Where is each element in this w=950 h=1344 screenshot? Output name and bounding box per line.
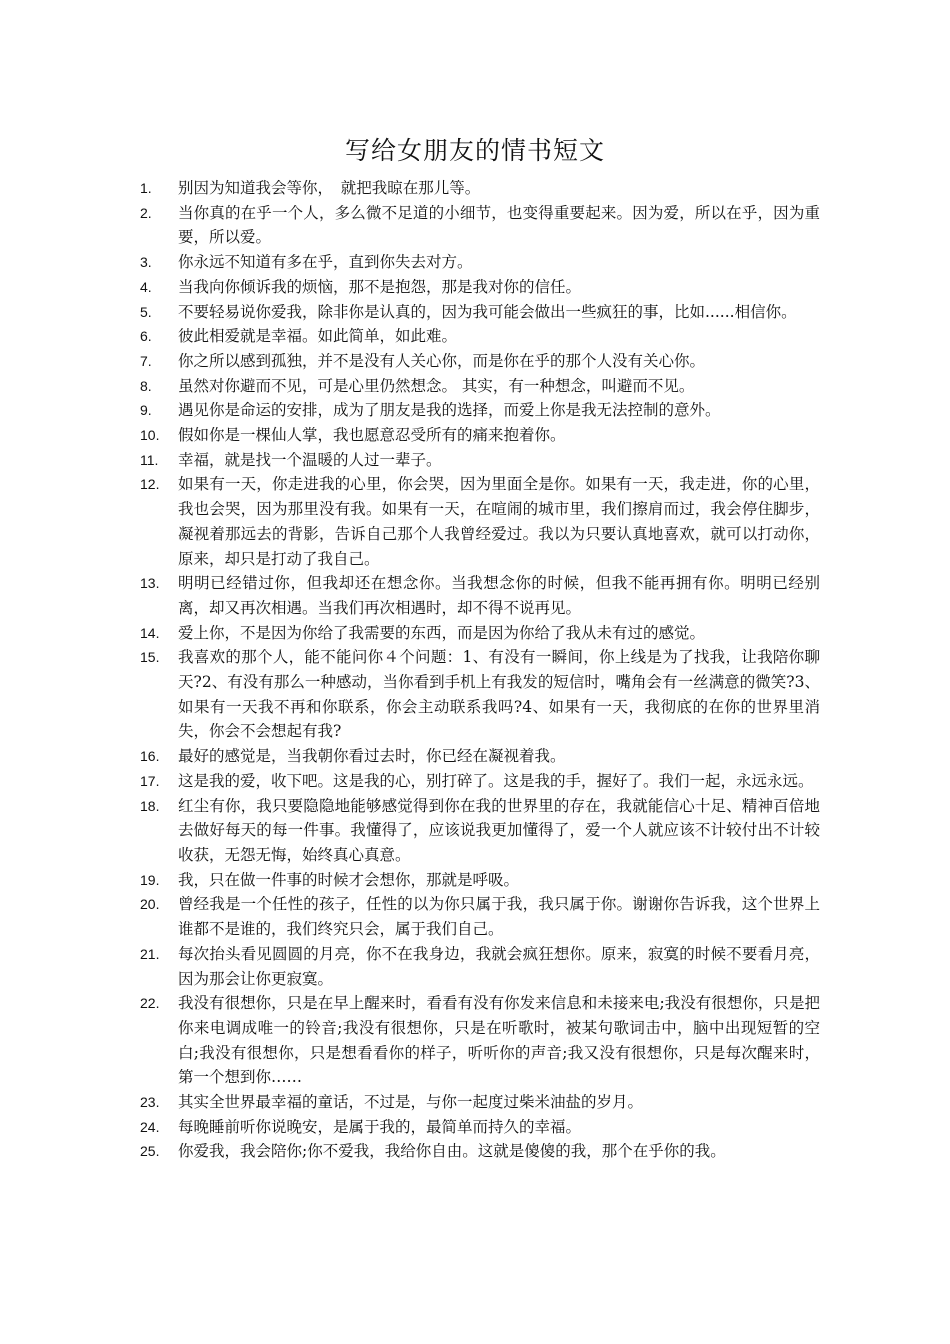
list-item-number: 19. bbox=[140, 871, 160, 888]
document-title: 写给女朋友的情书短文 bbox=[344, 136, 605, 165]
list-item-text: 每晚睡前听你说晚安，是属于我的，最简单而持久的幸福。 bbox=[178, 1117, 582, 1136]
list-item bbox=[140, 892, 820, 941]
list-item-number: 18. bbox=[140, 797, 160, 814]
list-item bbox=[140, 472, 820, 571]
list-item bbox=[140, 423, 820, 448]
list-item-text: 如果有一天，你走进我的心里，你会哭，因为里面全是你。如果有一天，我走进，你的心里，我也会哭，因为那里没有我。如果有一天，在喧闹的城市里，我们擦肩而过，我会停住脚步，凝视着那远去的背影，告诉自己那个人我曾经爱过。我以为只要认真地喜欢，就可以打动你，原来，却只是打动了我自己。 bbox=[178, 475, 820, 568]
list-item-text: 当你真的在乎一个人，多么微不足道的小细节，也变得重要起来。因为爱，所以在乎，因为重要，所以爱。 bbox=[178, 203, 820, 247]
list-item bbox=[140, 794, 820, 868]
list-item-text: 彼此相爱就是幸福。如此简单，如此难。 bbox=[178, 327, 458, 346]
list-item-number: 7. bbox=[140, 352, 152, 369]
list-item-text: 我喜欢的那个人，能不能问你４个问题：1、有没有一瞬间，你上线是为了找我，让我陪你聊天?2、有没有那么一种感动，当你看到手机上有我发的短信时，嘴角会有一丝满意的微笑?3、如果有一天我不再和你联系，你会主动联系我吗?4、如果有一天，我彻底的在你的世界里消失，你会不会想起有我? bbox=[178, 648, 820, 741]
list-item-number: 17. bbox=[140, 772, 160, 789]
list-item bbox=[140, 1139, 820, 1164]
list-item bbox=[140, 176, 820, 201]
list-item-number: 3. bbox=[140, 254, 152, 271]
list-item bbox=[140, 621, 820, 646]
list-item-number: 22. bbox=[140, 995, 160, 1012]
list-item bbox=[140, 1115, 820, 1140]
list-item-text: 遇见你是命运的安排，成为了朋友是我的选择，而爱上你是我无法控制的意外。 bbox=[178, 401, 721, 420]
list-item-number: 10. bbox=[140, 427, 160, 444]
list-item-text: 别因为知道我会等你， 就把我晾在那儿等。 bbox=[178, 179, 481, 197]
list-item-number: 15. bbox=[140, 649, 160, 666]
list-item-number: 6. bbox=[140, 328, 152, 345]
numbered-list bbox=[140, 176, 820, 1164]
list-item-number: 16. bbox=[140, 748, 160, 765]
list-item-text: 这是我的爱，收下吧。这是我的心，别打碎了。这是我的手，握好了。我们一起，永远永远。 bbox=[178, 771, 814, 790]
list-item-number: 20. bbox=[140, 896, 160, 913]
list-item-number: 1. bbox=[140, 180, 152, 196]
list-item bbox=[140, 275, 820, 300]
list-item-number: 5. bbox=[140, 303, 152, 320]
list-item bbox=[140, 398, 820, 423]
list-item-text: 你爱我，我会陪你;你不爱我，我给你自由。这就是傻傻的我，那个在乎你的我。 bbox=[178, 1142, 726, 1161]
list-item-number: 11. bbox=[140, 451, 159, 468]
list-item bbox=[140, 448, 820, 473]
list-item-number: 4. bbox=[140, 278, 152, 295]
list-item bbox=[140, 645, 820, 744]
list-item-text: 我没有很想你，只是在早上醒来时，看看有没有你发来信息和未接来电;我没有很想你，只是把你来电调成唯一的铃音;我没有很想你，只是在听歌时，被某句歌词击中，脑中出现短暂的空白;我没有很想你，只是想看看你的样子，听听你的声音;我又没有很想你，只是每次醒来时，第一个想到你…… bbox=[178, 994, 820, 1087]
list-item-text: 你永远不知道有多在乎，直到你失去对方。 bbox=[178, 253, 473, 272]
list-item bbox=[140, 868, 820, 893]
list-item-text: 每次抬头看见圆圆的月亮，你不在我身边，我就会疯狂想你。原来，寂寞的时候不要看月亮，因为那会让你更寂寞。 bbox=[178, 944, 820, 988]
list-item-text: 当我向你倾诉我的烦恼，那不是抱怨，那是我对你的信任。 bbox=[178, 277, 582, 296]
list-item bbox=[140, 571, 820, 620]
list-item-number: 24. bbox=[140, 1118, 160, 1135]
list-item-text: 曾经我是一个任性的孩子，任性的以为你只属于我，我只属于你。谢谢你告诉我，这个世界上谁都不是谁的，我们终究只会，属于我们自己。 bbox=[178, 895, 820, 939]
list-item-number: 13. bbox=[140, 575, 160, 592]
list-item-number: 14. bbox=[140, 624, 160, 641]
list-item-text: 明明已经错过你，但我却还在想念你。当我想念你的时候，但我不能再拥有你。明明已经别离，却又再次相遇。当我们再次相遇时，却不得不说再见。 bbox=[178, 574, 820, 617]
list-item bbox=[140, 300, 820, 325]
list-item-number: 9. bbox=[140, 402, 152, 419]
list-item bbox=[140, 201, 820, 250]
list-item bbox=[140, 374, 820, 399]
list-item-number: 8. bbox=[140, 377, 152, 394]
list-item bbox=[140, 769, 820, 794]
list-item bbox=[140, 744, 820, 769]
list-item-text: 红尘有你，我只要隐隐地能够感觉得到你在我的世界里的存在，我就能信心十足、精神百倍地去做好每天的每一件事。我懂得了，应该说我更加懂得了，爱一个人就应该不计较付出不计较收获，无怨无悔，始终真心真意。 bbox=[178, 796, 820, 864]
list-item-text: 不要轻易说你爱我，除非你是认真的，因为我可能会做出一些疯狂的事，比如......相信你。 bbox=[178, 302, 797, 321]
list-item-number: 23. bbox=[140, 1094, 160, 1111]
list-item-number: 21. bbox=[140, 945, 160, 962]
list-item-text: 我，只在做一件事的时候才会想你，那就是呼吸。 bbox=[178, 870, 520, 889]
list-item bbox=[140, 1090, 820, 1115]
list-item bbox=[140, 349, 820, 374]
list-item bbox=[140, 324, 820, 349]
list-item-text: 其实全世界最幸福的童话，不过是，与你一起度过柴米油盐的岁月。 bbox=[178, 1093, 644, 1112]
list-item-number: 12. bbox=[140, 476, 160, 493]
list-item-text: 幸福，就是找一个温暖的人过一辈子。 bbox=[178, 450, 442, 469]
list-item-number: 25. bbox=[140, 1143, 160, 1160]
list-item-text: 虽然对你避而不见，可是心里仍然想念。 其实，有一种想念，叫避而不见。 bbox=[178, 376, 695, 395]
list-item-text: 你之所以感到孤独，并不是没有人关心你，而是你在乎的那个人没有关心你。 bbox=[178, 351, 706, 370]
list-item bbox=[140, 250, 820, 275]
list-item-text: 最好的感觉是，当我朝你看过去时，你已经在凝视着我。 bbox=[178, 747, 566, 766]
list-item-text: 假如你是一棵仙人掌，我也愿意忍受所有的痛来抱着你。 bbox=[178, 426, 566, 445]
list-item-text: 爱上你，不是因为你给了我需要的东西，而是因为你给了我从未有过的感觉。 bbox=[178, 623, 706, 642]
list-item-number: 2. bbox=[140, 204, 152, 221]
list-item bbox=[140, 991, 820, 1090]
list-item bbox=[140, 942, 820, 991]
